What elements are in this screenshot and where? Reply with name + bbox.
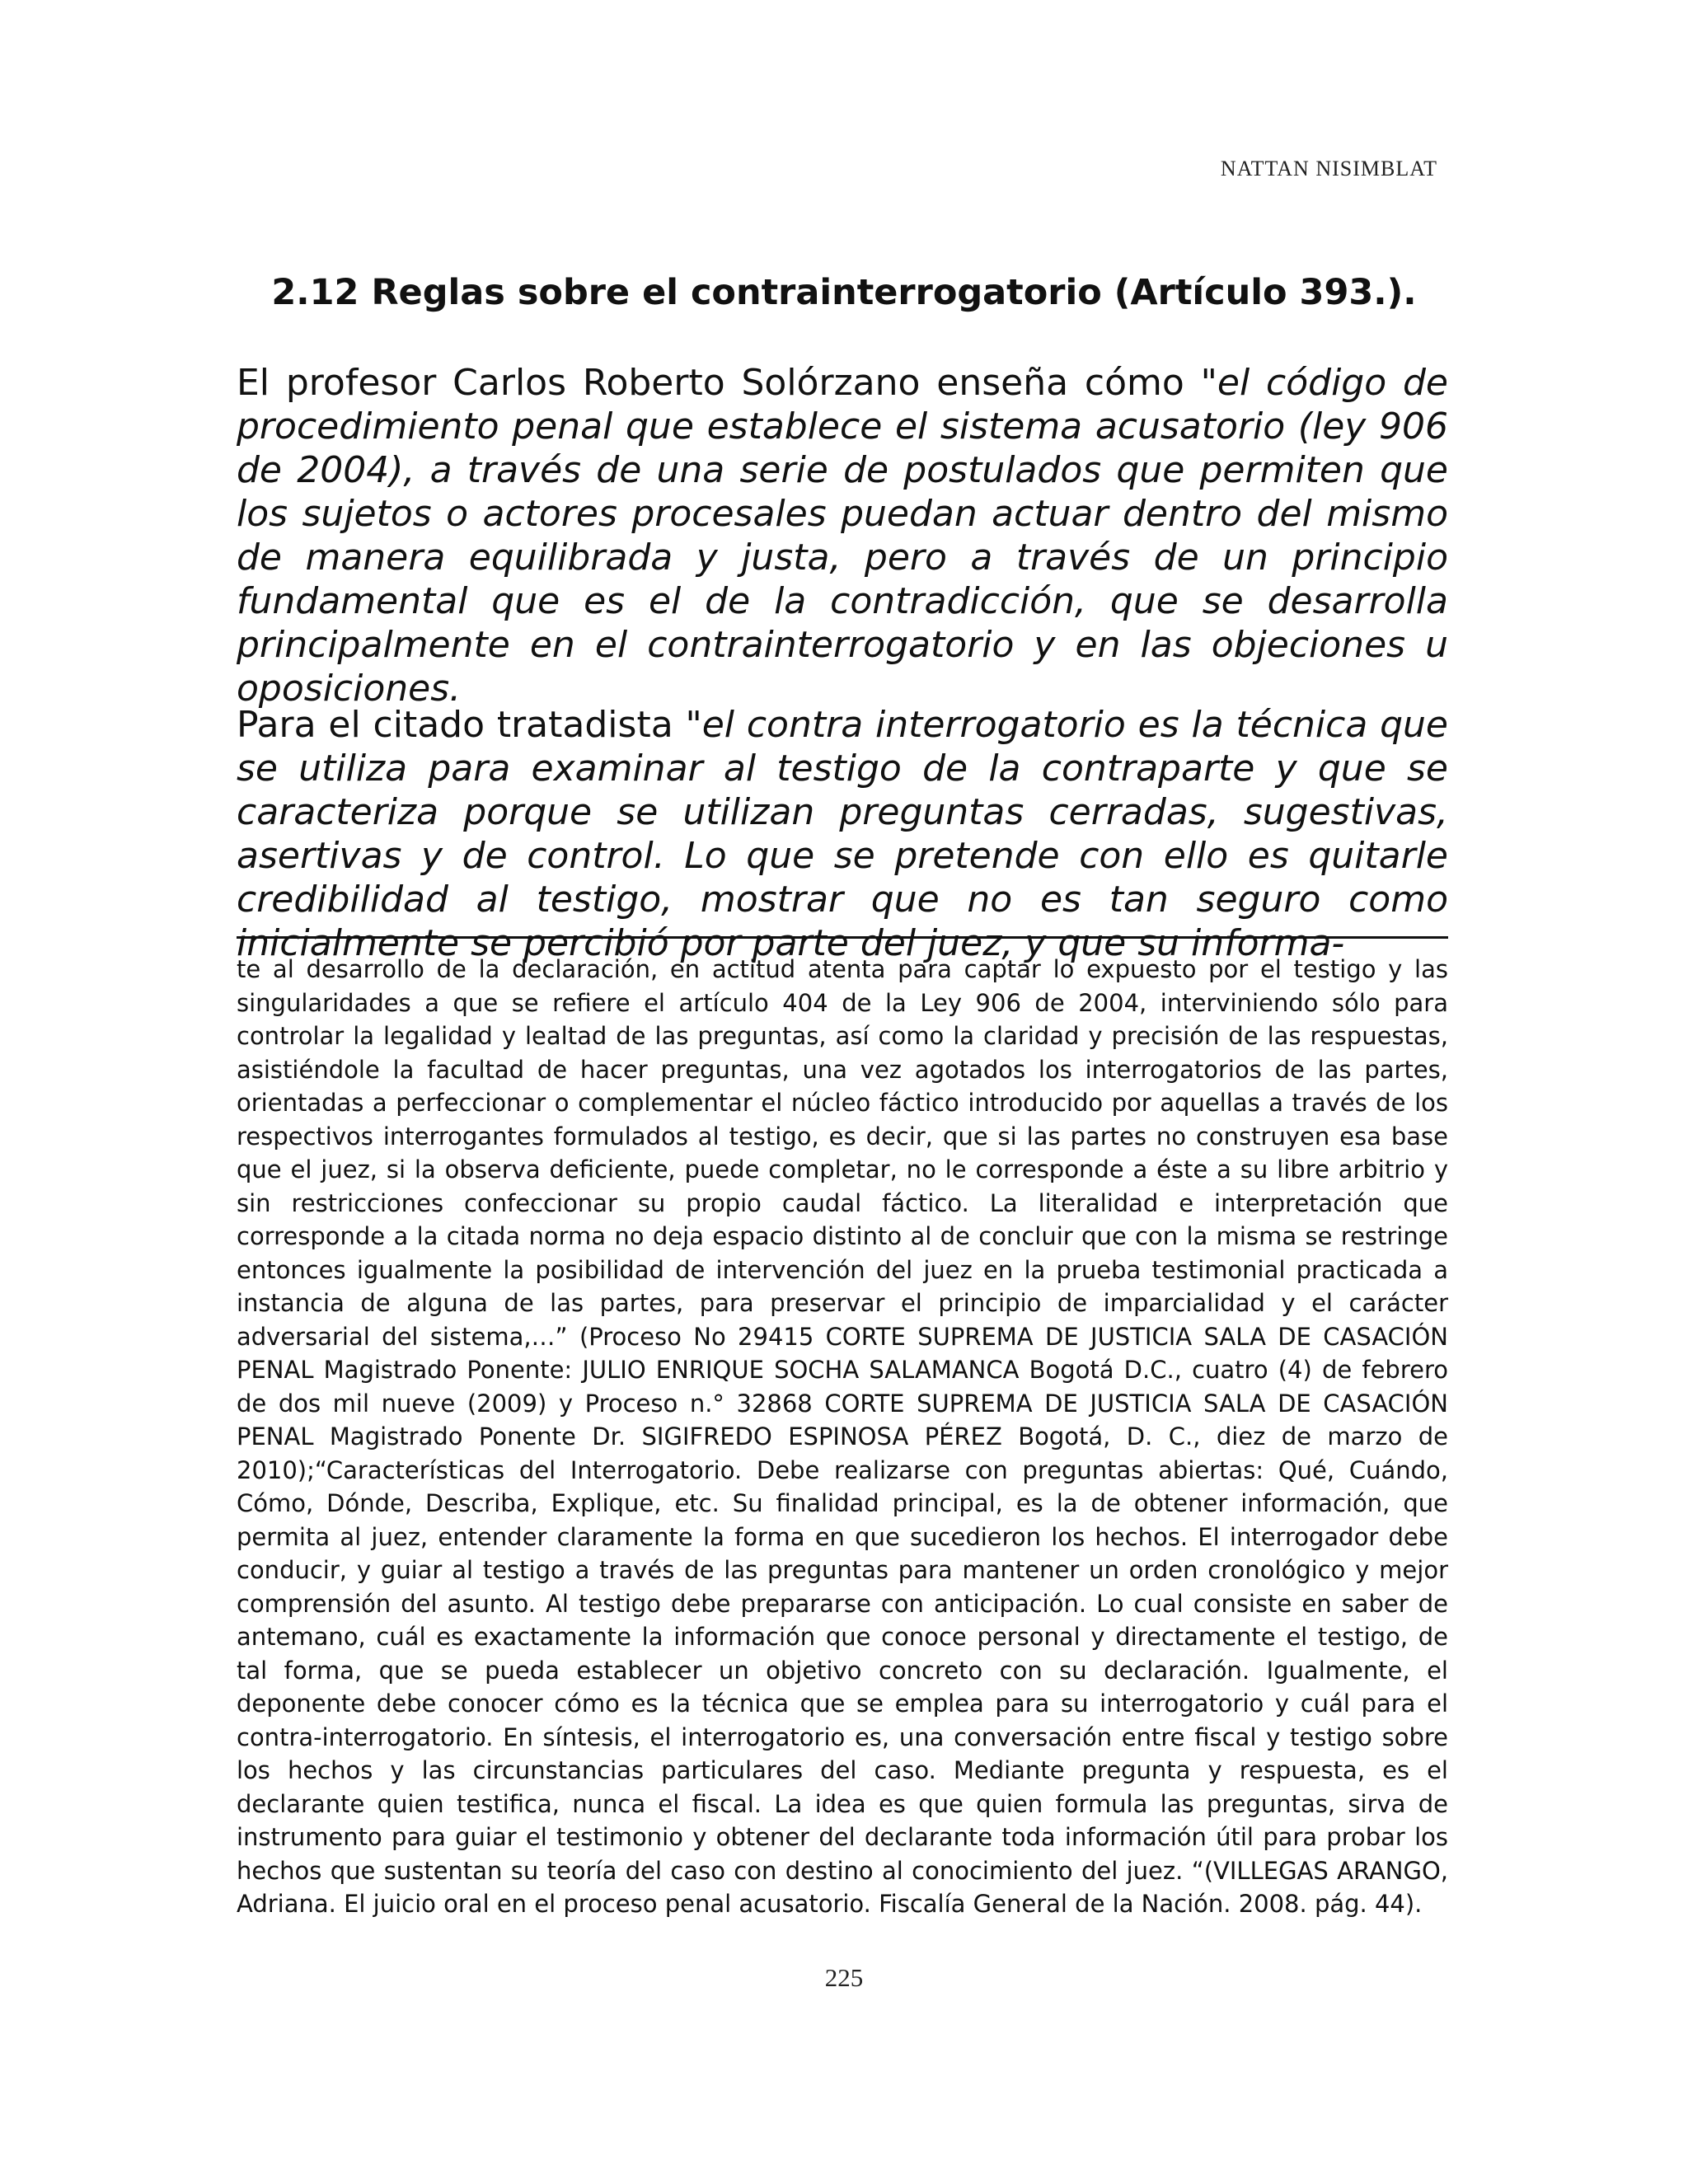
paragraph-lead: El profesor Carlos Roberto Solórzano enseña cómo: [237, 362, 1201, 404]
footnote-text: te al desarrollo de la declaración, en actitud atenta para captar lo expuesto por el testigo y las singularidades a que se refiere el artículo 404 de la Ley 906 de 2004, interviniendo sólo para controlar la legalidad y lealtad de las preguntas, así como la claridad y precisión de las respuestas, asistiéndole la facultad de hacer preguntas, una vez agotados los interrogatorios de las partes, orientadas a perfeccionar o complementar el núcleo fáctico introducido por aquellas a través de los respectivos interrogantes formulados al testigo, es decir, que si las partes no construyen esa base que el juez, si la observa deficiente, puede completar, no le corresponde a éste a su libre arbitrio y sin restricciones confeccionar su propio caudal fáctico. La literalidad e interpretación que corresponde a la citada norma no deja espacio distinto al de concluir que con la misma se restringe entonces igualmente la posibilidad de intervención del juez en la prueba testimonial practicada a instancia de alguna de las partes, para preservar el principio de imparcialidad y el carácter adversarial del sistema,…” (Proceso No 29415 CORTE SUPREMA DE JUSTICIA SALA DE CASACIÓN PENAL Magistrado Ponente: JULIO ENRIQUE SOCHA SALAMANCA Bogotá D.C., cuatro (4) de febrero de dos mil nueve (2009) y Proceso n.° 32868 CORTE SUPREMA DE JUSTICIA SALA DE CASACIÓN PENAL Magistrado Ponente Dr. SIGIFREDO ESPINOSA PÉREZ Bogotá, D. C., diez de marzo de 2010);“Características del Interrogatorio. Debe realizarse con preguntas abiertas: Qué, Cuándo, Cómo, Dónde, Describa, Explique, etc. Su finalidad principal, es la de obtener información, que permita al juez, entender claramente la forma en que sucedieron los hechos. El interrogador debe conducir, y guiar al testigo a través de las preguntas para mantener un orden cronológico y mejor comprensión del asunto. Al testigo debe prepararse con anticipación. Lo cual consiste en saber de antemano, cuál es exactamente la información que conoce personal y directamente el testigo, de tal forma, que se pueda establecer un objetivo concreto con su declaración. Igualmente, el deponente debe conocer cómo es la técnica que se emplea para su interrogatorio y cuál para el contra-interrogatorio. En síntesis, el interrogatorio es, una conversación entre fiscal y testigo sobre los hechos y las circunstancias particulares del caso. Mediante pregunta y respuesta, es el declarante quien testifica, nunca el fiscal. La idea es que quien formula las preguntas, sirva de instrumento para guiar el testimonio y obtener del declarante toda información útil para probar los hechos que sustentan su teoría del caso con destino al conocimiento del juez. “(VILLEGAS ARANGO, Adriana. El juicio oral en el proceso penal acusatorio. Fiscalía General de la Nación. 2008. pág. 44).: [237, 955, 1448, 1918]
paragraph-quote: "el código de procedimiento penal que establece el sistema acusatorio (ley 906 de 2004), a través de una serie de postulados que permiten que los sujetos o actores procesales puedan actuar dentro del mismo de manera equilibrada y justa, pero a través de un principio fundamental que es el de la contradicción, que se desarrolla principalmente en el contrainterrogatorio y en las objeciones u oposiciones.: [237, 362, 1448, 710]
footnote-separator: [237, 936, 1448, 939]
paragraph-quote: "el contra interrogatorio es la técnica que se utiliza para examinar al testigo de la contraparte y que se caracteriza porque se utilizan preguntas cerradas, sugestivas, asertivas y de control. Lo que se pretende con ello es quitarle credibilidad al testigo, mostrar que no es tan seguro como inicialmente se percibió por parte del juez, y que su informa-: [237, 704, 1449, 964]
paragraph-lead: Para el citado tratadista: [237, 704, 686, 746]
page-number: 225: [824, 1963, 864, 1992]
section-heading: 2.12 Reglas sobre el contrainterrogatorio (Artículo 393.).: [271, 272, 1417, 313]
running-head: NATTAN NISIMBLAT: [1220, 157, 1437, 180]
body-paragraph: [237, 703, 1448, 965]
body-paragraph: [237, 361, 1448, 710]
